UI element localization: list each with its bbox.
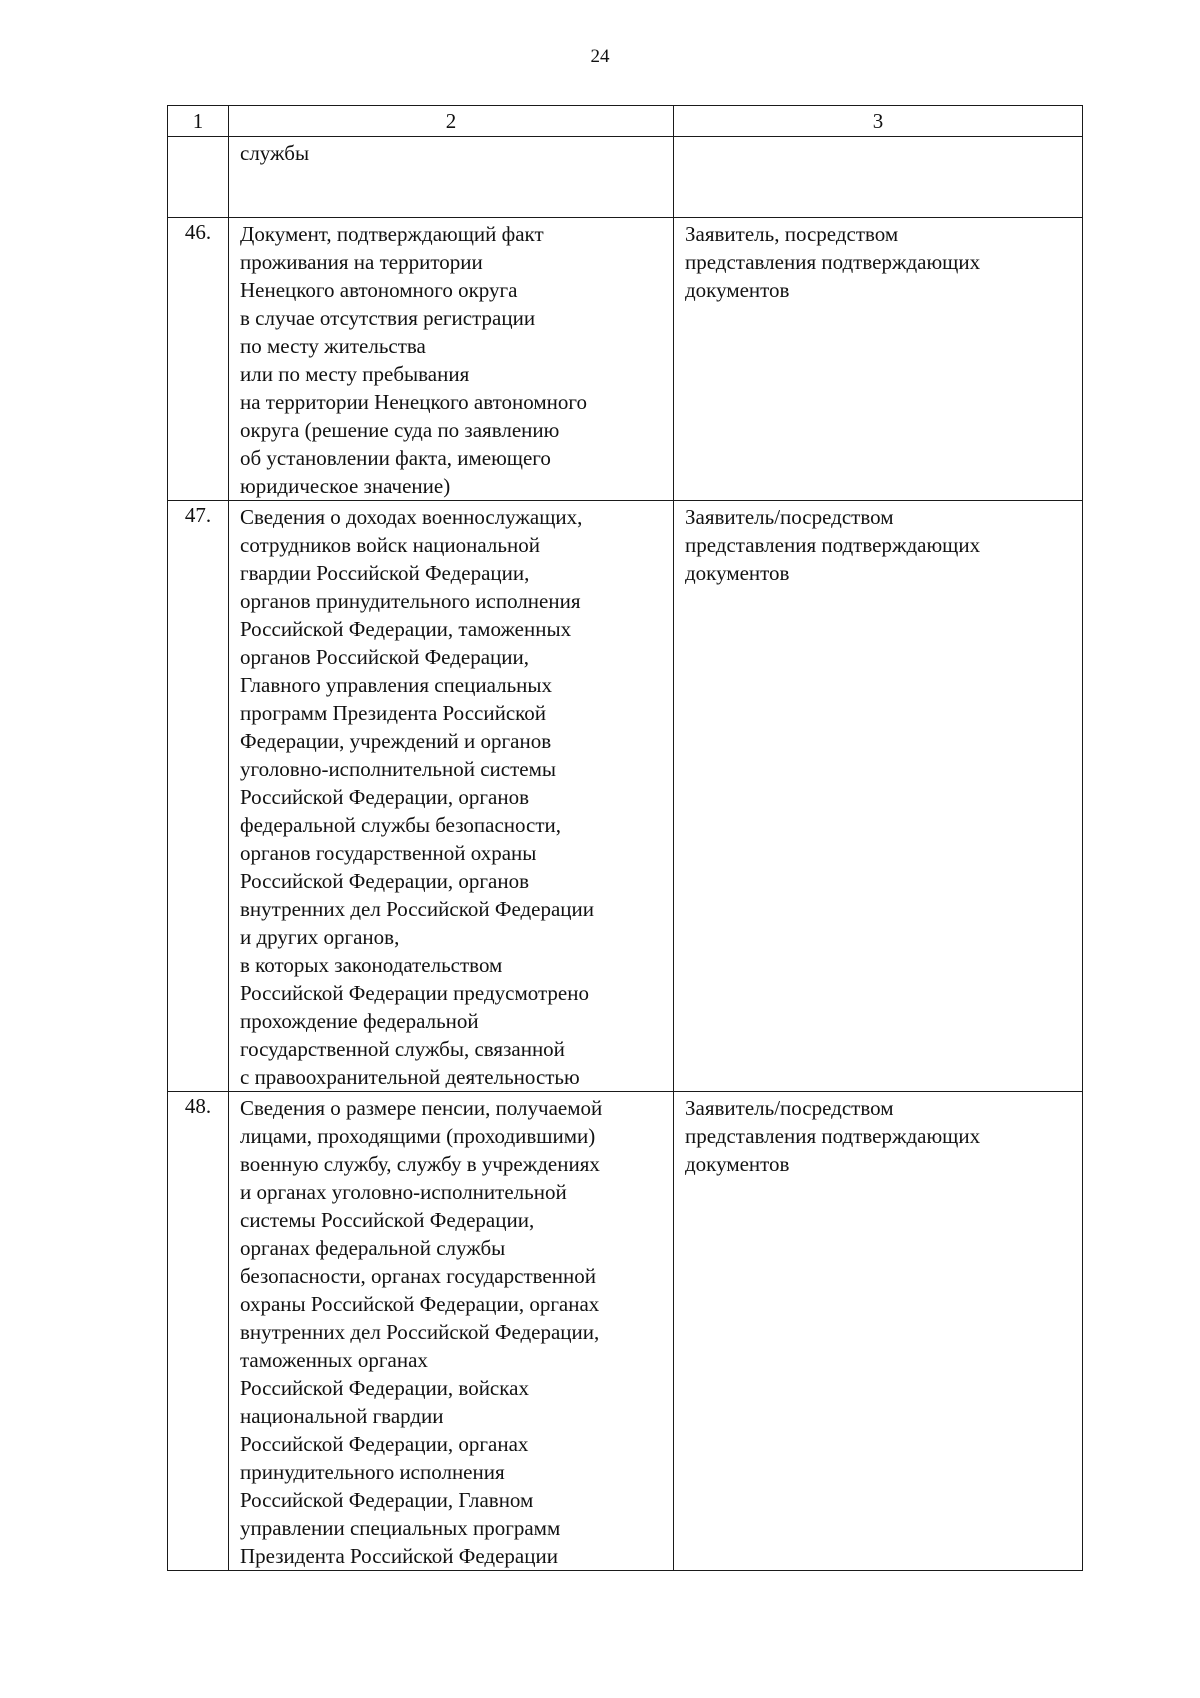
table-row [168,1092,1083,1571]
source-text [674,137,1082,139]
source-cell [674,1092,1083,1571]
document-table [167,105,1083,1571]
column-header-2: 2 [229,106,674,137]
source-cell [674,137,1083,218]
document-text: Документ, подтверждающий факт проживания на территории Ненецкого автономного округа в случае отсутствия регистрации по месту жительства или по месту пребывания на территории Ненецкого автономного округа (решение суда по заявлению об установлении факта, имеющего юридическое значение) [240,222,588,498]
document-text: Сведения о доходах военнослужащих, сотрудников войск национальной гвардии Российской Федерации, органов принудительного исполнения Российской Федерации, таможенных органов Российской Федерации, Главного управления специальных программ Президента Российской Федерации, учреждений и органов уголовно-исполнительной системы Российской Федерации, органов федеральной службы безопасности, органов государственной охраны Российской Федерации, органов внутренних дел Российской Федерации и других органов, в которых законодательством Российской Федерации предусмотрено прохождение федеральной государственной службы, связанной с правоохранительной деятельностью [240,505,595,1089]
row-number: 47. [168,501,229,1092]
document-cell [229,137,674,218]
column-header-1: 1 [168,106,229,137]
document-text: Сведения о размере пенсии, получаемой лицами, проходящими (проходившими) военную службу, службу в учреждениях и органах уголовно-исполнительной системы Российской Федерации, органах федеральной службы безопасности, органах государственной охраны Российской Федерации, органах внутренних дел Российской Федерации, таможенных органах Российской Федерации, войсках национальной гвардии Российской Федерации, органах принудительного исполнения Российской Федерации, Главном управлении специальных программ Президента Российской Федерации [240,1096,603,1568]
table-row [168,218,1083,501]
document-cell [229,501,674,1092]
document-cell [229,218,674,501]
row-number: 46. [168,218,229,501]
document-text: службы [240,141,310,165]
source-text: Заявитель, посредством представления подтверждающих документов [685,222,981,302]
source-text: Заявитель/посредством представления подтверждающих документов [685,505,981,585]
column-header-3: 3 [674,106,1083,137]
document-cell [229,1092,674,1571]
row-number [168,137,229,218]
source-cell [674,218,1083,501]
source-cell [674,501,1083,1092]
row-number: 48. [168,1092,229,1571]
table-row [168,137,1083,218]
source-text: Заявитель/посредством представления подтверждающих документов [685,1096,981,1176]
table-header-row [168,106,1083,137]
page-number: 24 [590,46,610,67]
table-row [168,501,1083,1092]
